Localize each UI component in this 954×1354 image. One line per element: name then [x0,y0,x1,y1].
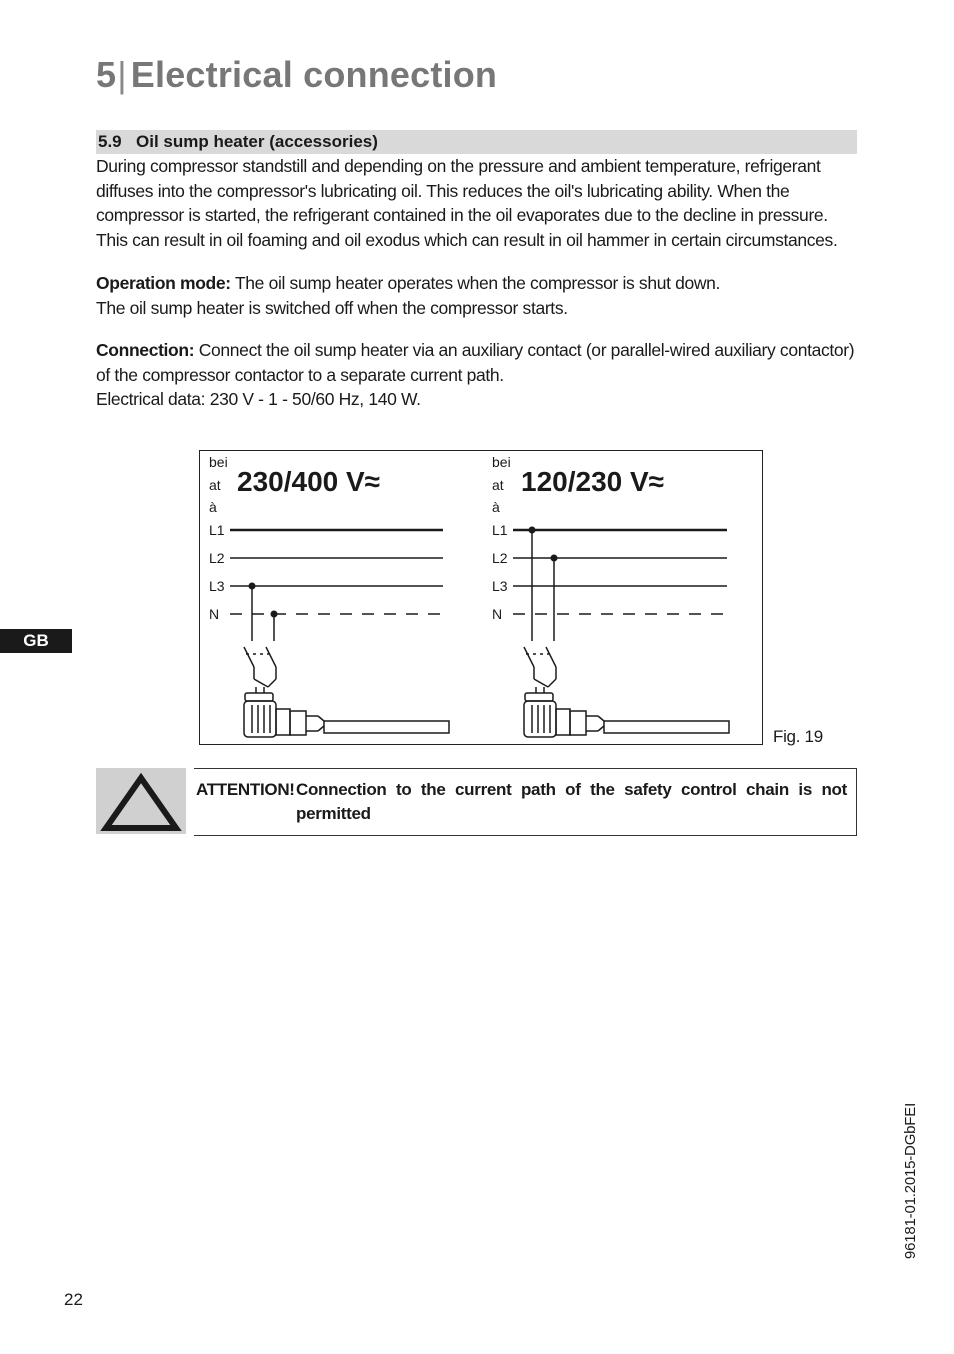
figure-caption: Fig. 19 [773,727,823,746]
left-switch [244,586,276,693]
wiring-diagram [199,450,763,745]
left-label-n: N [209,606,220,622]
right-phase-lines [513,530,727,614]
operation-mode-paragraph [96,271,861,320]
left-at-label-fr: à [209,499,217,515]
right-at-label-en: at [492,477,504,493]
electrical-data: Electrical data: 230 V - 1 - 50/60 Hz, 140 W. [96,389,421,409]
intro-text: During compressor standstill and depending on the pressure and ambient temperature, refrigerant diffuses into the compressor's lubricating oil. This reduces the oil's lubricating ability. When the compressor is started, the refrigerant contained in the oil evaporates due to the decline in pressure. This can result in oil foaming and oil exodus which can result in oil hammer in certain circumstances. [96,156,838,250]
chapter-number: 5 [96,54,117,95]
chapter-separator: | [117,54,127,95]
language-tab: GB [0,629,72,653]
left-phase-lines [230,530,443,614]
warning-triangle-icon [96,768,186,834]
right-label-l3: L3 [492,578,508,594]
left-at-label-de: bei [209,454,228,470]
left-label-l3: L3 [209,578,225,594]
right-heater-connector [524,693,604,737]
section-number: 5.9 [98,132,122,151]
right-label-n: N [492,606,503,622]
right-label-l1: L1 [492,522,508,538]
attention-label: ATTENTION! [196,780,295,799]
left-label-l1: L1 [209,522,225,538]
left-heater-connector [244,693,324,737]
right-voltage-label: 120/230 V≈ [521,466,665,497]
page-number: 22 [64,1290,83,1309]
left-label-l2: L2 [209,550,225,566]
wiring-diagram-svg [200,451,764,746]
right-heater-element [604,721,729,733]
right-switch [524,530,556,693]
operation-mode-label: Operation mode: [96,273,231,293]
connection-paragraph [96,338,861,412]
operation-mode-line1: The oil sump heater operates when the compressor is shut down. [230,273,721,293]
right-label-l2: L2 [492,550,508,566]
left-junctions [249,583,278,618]
intro-paragraph [96,154,861,252]
operation-mode-line2: The oil sump heater is switched off when the compressor starts. [96,297,568,318]
connection-label: Connection: [96,340,195,360]
warning-icon-box [96,768,186,834]
attention-notice [194,768,857,836]
right-junctions [529,527,558,562]
left-voltage-label: 230/400 V≈ [237,466,381,497]
chapter-title [96,54,497,96]
section-title: Oil sump heater (accessories) [136,132,378,151]
section-heading [96,130,857,154]
left-heater-element [324,721,449,733]
attention-message: Connection to the current path of the safety control chain is not permitted [296,780,847,823]
right-at-label-de: bei [492,454,511,470]
document-code: 96181-01.2015-DGbFEI [902,1102,919,1260]
left-at-label-en: at [209,477,221,493]
chapter-title-text: Electrical connection [130,54,498,95]
connection-text: Connect the oil sump heater via an auxiliary contact (or parallel-wired auxiliary contactor) of the compressor contactor to a separate current path. [96,340,855,385]
right-at-label-fr: à [492,499,500,515]
